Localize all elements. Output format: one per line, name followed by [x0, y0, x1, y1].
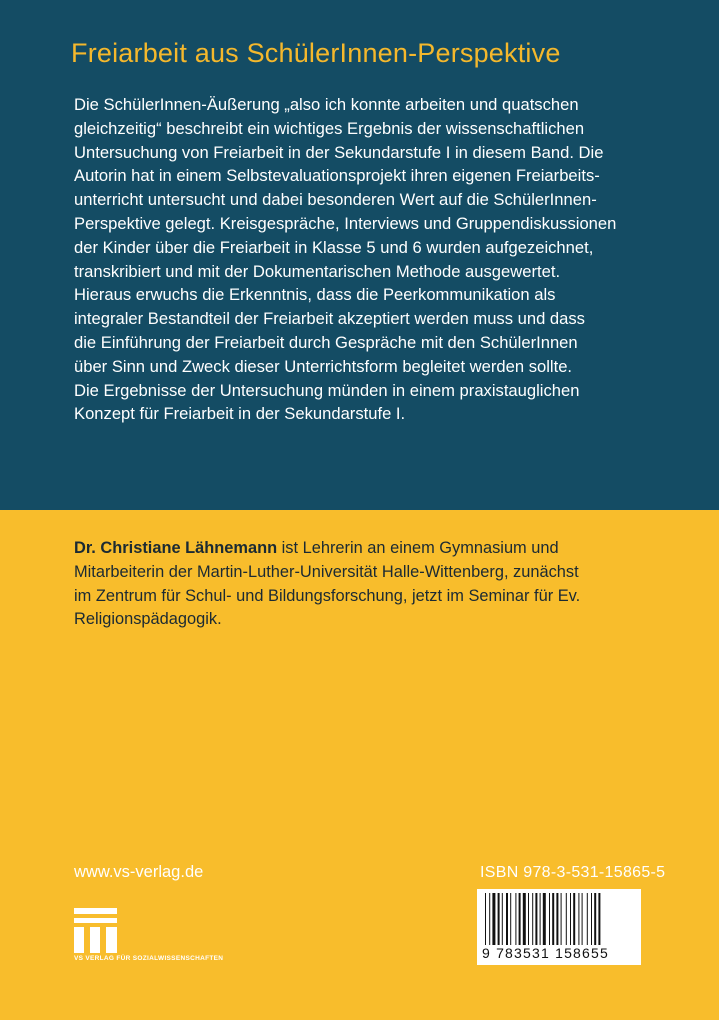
- barcode-bar: [578, 893, 579, 945]
- barcode-bar: [519, 893, 521, 945]
- publisher-url[interactable]: www.vs-verlag.de: [74, 863, 204, 881]
- blurb-line: der Kinder über die Freiarbeit in Klasse 5 und 6 wurden aufgezeichnet,: [74, 237, 594, 257]
- barcode-bar: [543, 893, 546, 945]
- barcode-bar: [566, 893, 567, 945]
- blurb-line: Hieraus erwuchs die Erkenntnis, dass die Peerkommunikation als: [74, 285, 556, 305]
- barcode-bar: [498, 893, 500, 945]
- barcode-bar: [502, 893, 503, 945]
- blurb-line: unterricht untersucht und dabei besonderen Wert auf die SchülerInnen-: [74, 190, 597, 210]
- barcode-bar: [552, 893, 554, 945]
- barcode-bar: [510, 893, 511, 945]
- barcode-digits: 9 783531 158655: [482, 945, 609, 961]
- blurb-line: Konzept für Freiarbeit in der Sekundarstufe I.: [74, 404, 406, 424]
- barcode-bar: [582, 893, 583, 945]
- barcode-bar: [570, 893, 571, 945]
- blurb-line: Perspektive gelegt. Kreisgespräche, Interviews und Gruppendiskussionen: [74, 213, 617, 233]
- publisher-name: VS VERLAG FÜR SOZIALWISSENSCHAFTEN: [74, 955, 224, 962]
- barcode-bar: [594, 893, 596, 945]
- barcode-bar: [506, 893, 508, 945]
- author-bio-first-line: [74, 537, 694, 561]
- barcode-bar: [523, 893, 526, 945]
- barcode-bar: [561, 893, 562, 945]
- barcode-bar: [556, 893, 558, 945]
- blurb-paragraph: [74, 93, 674, 426]
- blurb-line: die Einführung der Freiarbeit durch Gespräche mit den SchülerInnen: [74, 332, 578, 352]
- barcode-bar: [489, 893, 490, 945]
- blurb-line: gleichzeitig“ beschreibt ein wichtiges Ergebnis der wissenschaftlichen: [74, 118, 585, 138]
- blurb-line: transkribiert und mit der Dokumentarischen Methode ausgewertet.: [74, 261, 561, 281]
- author-bio: [74, 537, 694, 632]
- barcode-bar: [515, 893, 516, 945]
- barcode-bar: [587, 893, 588, 945]
- barcode-bar: [540, 893, 541, 945]
- author-bio-text: ist Lehrerin an einem Gymnasium und: [277, 539, 559, 557]
- blurb-line: Die SchülerInnen-Äußerung „also ich konnte arbeiten und quatschen: [74, 95, 579, 114]
- barcode-bar: [532, 893, 533, 945]
- barcode-bar: [485, 893, 486, 945]
- blurb-line: Untersuchung von Freiarbeit in der Sekundarstufe I in diesem Band. Die: [74, 142, 604, 162]
- author-bio-line: Religionspädagogik.: [74, 610, 222, 629]
- blurb-line: Autorin hat in einem Selbstevaluationsprojekt ihren eigenen Freiarbeits-: [74, 166, 600, 186]
- author-name: Dr. Christiane Lähnemann: [74, 539, 278, 557]
- blurb-line: integraler Bestandteil der Freiarbeit akzeptiert werden muss und dass: [74, 309, 585, 329]
- barcode-bar: [549, 893, 550, 945]
- barcode-bar: [573, 893, 575, 945]
- barcode-bar: [591, 893, 592, 945]
- barcode-bar: [528, 893, 529, 945]
- blurb-line: Die Ergebnisse der Untersuchung münden in einem praxistauglichen: [74, 380, 580, 400]
- barcode-bar: [492, 893, 495, 945]
- isbn-label: ISBN 978-3-531-15865-5: [480, 864, 666, 881]
- barcode-bar: [598, 893, 600, 945]
- author-bio-line: im Zentrum für Schul- und Bildungsforschung, jetzt im Seminar für Ev.: [74, 586, 581, 605]
- barcode-bar: [535, 893, 537, 945]
- author-bio-line: Mitarbeiterin der Martin-Luther-Universität Halle-Wittenberg, zunächst: [74, 562, 579, 581]
- blurb-line: über Sinn und Zweck dieser Unterrichtsform begleitet werden sollte.: [74, 356, 573, 376]
- book-title: Freiarbeit aus SchülerInnen-Perspektive: [71, 38, 561, 68]
